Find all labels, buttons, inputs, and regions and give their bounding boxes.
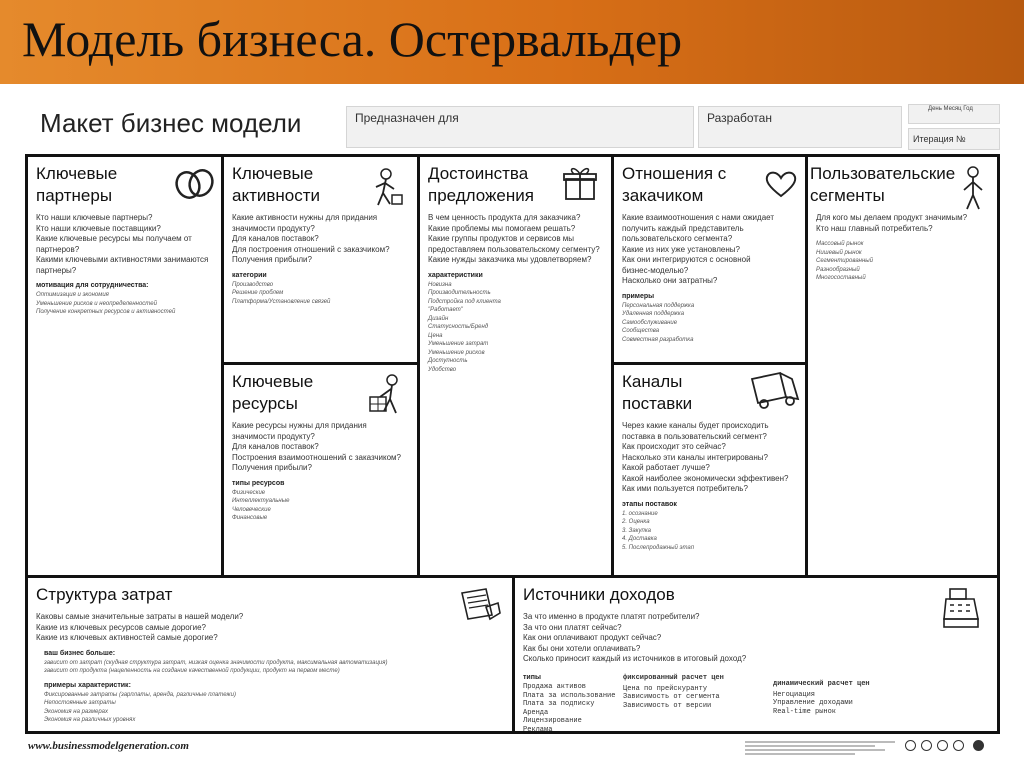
slide-title: Модель бизнеса. Остервальдер bbox=[22, 11, 683, 67]
customer-relationships-items: Персональная поддержка Удаленная поддержка Самообслуживание Сообщества Совместная разработка bbox=[622, 302, 695, 343]
canvas-title: Макет бизнес модели bbox=[40, 108, 302, 138]
key-activities-sub: категории bbox=[232, 271, 267, 279]
title-banner bbox=[0, 0, 1024, 84]
cost-structure-title: Структура затрат bbox=[36, 585, 173, 604]
value-propositions-items: Новизна Производительность Подстройка под клиента "Работает" Дизайн Статусность/Бренд Цена Уменьшение затрат Уменьшение рисков Доступность Удобство bbox=[428, 281, 501, 373]
person-icon bbox=[958, 165, 988, 213]
value-propositions-sub: характеристики bbox=[428, 271, 483, 279]
customer-relationships-title: Отношения с закачиком bbox=[622, 164, 727, 205]
key-activities-questions: Какие активности нужны для придания значимости продукту? Для каналов поставок? Для построения отношений с заказчиком? Получения прибыли? bbox=[232, 213, 390, 264]
nc-icon bbox=[937, 740, 948, 751]
dynamic-pricing-column: динамический расчет цен Негоциация Управление доходами Real-time рынок bbox=[773, 680, 870, 716]
value-propositions-questions: В чем ценность продукта для заказчика? Какие проблемы мы помогаем решать? Какие группы продуктов и сервисов мы предоставляем пользовательскому сегменту? Какие нужды заказчика мы удовлетворяем? bbox=[428, 213, 600, 264]
customer-segments-questions: Для кого мы делаем продукт значимым? Кто наш главный потребитель? bbox=[816, 213, 968, 233]
delivery-truck-icon bbox=[746, 369, 802, 411]
key-resources-questions: Какие ресурсы нужны для придания значимости продукту? Для каналов поставок? Построения взаимоотношений с заказчиком? Получения прибыли? bbox=[232, 421, 401, 472]
by-icon bbox=[921, 740, 932, 751]
gift-box-icon bbox=[560, 163, 600, 203]
channels-sub: этапы поставок bbox=[622, 500, 677, 508]
key-resources-title: Ключевые ресурсы bbox=[232, 372, 314, 413]
key-resources-items: Физические Интеллектуальные Человеческие Финансовые bbox=[232, 489, 290, 521]
cost-structure-sub2: примеры характеристик: bbox=[44, 681, 131, 689]
worker-with-crate-icon bbox=[366, 373, 408, 417]
cash-register-icon bbox=[940, 585, 986, 633]
footer-url: www.businessmodelgeneration.com bbox=[28, 740, 189, 752]
cost-structure-items1: зависит от затрат (скудная структура затрат, низкая оценка значимости продукта, максимальная автоматизация) зависит от продукта (нацеленность на создание качественной продукции, продукт на первом месте) bbox=[44, 659, 388, 674]
date-labels: День Месяц Год bbox=[928, 106, 973, 112]
license-icon bbox=[973, 740, 984, 751]
designed-by-label: Разработан bbox=[707, 111, 772, 125]
customer-segments-title: Пользовательские сегменты bbox=[810, 164, 956, 205]
designed-for-field bbox=[346, 106, 694, 148]
revenue-streams-title: Источники доходов bbox=[523, 585, 675, 604]
revenue-streams-block bbox=[515, 578, 997, 731]
fixed-pricing-column: фиксированный расчет цен Цена по прейскуранту Зависимость от сегмента Зависимость от версии bbox=[623, 674, 724, 710]
value-propositions-title: Достоинства предложения bbox=[428, 164, 534, 205]
customer-relationships-sub: примеры bbox=[622, 292, 655, 300]
key-partners-questions: Кто наши ключевые партнеры? Кто наши ключевые поставщики? Какие ключевые ресурсы мы получаем от партнеров? Какими ключевыми активностями занимаются партнеры? bbox=[36, 213, 209, 275]
cost-structure-sub1: ваш бизнес больше: bbox=[44, 649, 116, 657]
designed-for-label: Предназначен для bbox=[355, 111, 459, 125]
heart-icon bbox=[764, 169, 798, 199]
iteration-field: Итерация № bbox=[908, 128, 1000, 150]
cc-icon bbox=[905, 740, 916, 751]
price-tag-papers-icon bbox=[456, 585, 502, 625]
business-model-grid bbox=[25, 154, 1000, 734]
cost-structure-block bbox=[28, 578, 512, 731]
license-text bbox=[745, 739, 895, 757]
cost-structure-items2: Фиксированные затраты (зарплаты, аренда, различные платежи) Непостоянные затраты Экономия на размерах Экономия на различных уровнях bbox=[44, 691, 236, 723]
key-resources-sub: типы ресурсов bbox=[232, 479, 285, 487]
value-propositions-block bbox=[420, 157, 611, 575]
key-activities-title: Ключевые активности bbox=[232, 164, 321, 205]
channels-items: 1. осознание 2. Оценка 3. Закупка 4. Доставка 5. Послепродажный этап bbox=[622, 510, 695, 551]
designed-by-field bbox=[698, 106, 902, 148]
key-partners-block bbox=[28, 157, 221, 575]
key-partners-sub: мотивация для сотрудничества: bbox=[36, 282, 149, 289]
revenue-streams-questions: За что именно в продукте платят потребители? За что они платят сейчас? Как они оплачивают продукт сейчас? Как бы они хотели оплачивать? Сколько приносит каждый из источников в итоговый доход? bbox=[523, 612, 747, 663]
customer-segments-block bbox=[808, 157, 997, 575]
revenue-types-column: типы Продажа активов Плата за использование Плата за подписку Аренда Лицензирование Реклама bbox=[523, 674, 616, 731]
customer-segments-items: Массовый рынок Нишевый рынок Сегментированный Разнообразный Многосоставный bbox=[816, 241, 874, 281]
key-activities-items: Производство Решение проблем Платформа/Установление связей bbox=[232, 281, 331, 305]
key-partners-title: Ключевые партнеры bbox=[36, 164, 118, 205]
linked-rings-icon bbox=[174, 165, 216, 203]
worker-icon bbox=[368, 167, 404, 209]
channels-title: Каналы поставки bbox=[622, 372, 693, 413]
sa-icon bbox=[953, 740, 964, 751]
customer-relationships-questions: Какие взаимоотношения с нами ожидает получить каждый представитель пользовательского сегмента? Какие из них уже установлены? Как они интегрируются с основной бизнес-моделью? Насколько они затратны? bbox=[622, 213, 774, 285]
channels-questions: Через какие каналы будет происходить поставка в пользовательский сегмент? Как происходит это сейчас? Насколько эти каналы интегрированы? Какой работает лучше? Какой наиболее экономически эффективен? Как ими пользуется потребитель? bbox=[622, 421, 789, 493]
key-partners-items: Оптимизация и экономия Уменьшение рисков и неопределенностей Получение конкретных ресурсов и активностей bbox=[36, 292, 176, 315]
cost-structure-questions: Каковы самые значительные затраты в нашей модели? Какие из ключевых ресурсов самые дорогие? Какие из ключевых активностей самые дорогие? bbox=[36, 612, 244, 642]
